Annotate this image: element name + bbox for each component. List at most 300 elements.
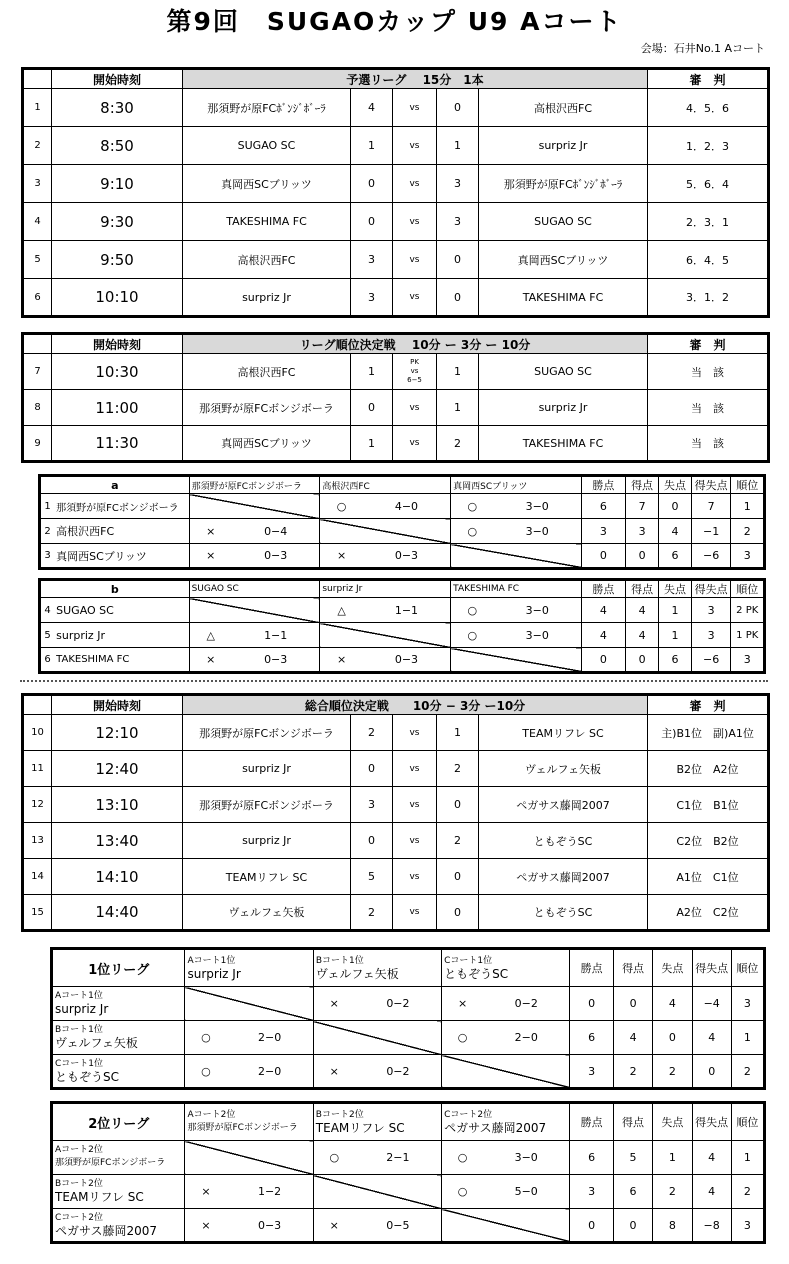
referee: 主)B1位 副)A1位 <box>648 715 769 751</box>
opponent-header <box>442 1103 570 1141</box>
stat-value: 6 <box>613 1175 652 1209</box>
match-row <box>23 127 769 165</box>
start-time: 8:30 <box>52 89 183 127</box>
stat-header: 勝点 <box>570 949 613 987</box>
home-team: 那須野が原FCボンジボーラ <box>183 787 351 823</box>
stat-value: 0 <box>570 1209 613 1243</box>
diagonal-cell <box>313 1175 441 1209</box>
start-time: 14:10 <box>52 859 183 895</box>
stat-value: 3 <box>625 519 658 544</box>
home-score: 3 <box>351 241 393 279</box>
opponent-header: 那須野が原FCボンジボーラ <box>189 476 320 494</box>
away-score: 0 <box>437 895 479 931</box>
stat-header: 得点 <box>625 476 658 494</box>
stat-value: 1 <box>653 1141 692 1175</box>
result-score: 0−2 <box>355 987 442 1021</box>
stat-value: 0 <box>613 1209 652 1243</box>
team-name: SUGAO SC <box>54 598 189 623</box>
team-slot: Bコート2位 <box>55 1179 103 1189</box>
pk-line: 6−5 <box>407 376 422 384</box>
away-team: TAKESHIMA FC <box>479 426 648 462</box>
stat-value: 2 <box>653 1175 692 1209</box>
match-number: 9 <box>23 426 52 462</box>
away-score: 0 <box>437 859 479 895</box>
home-team: 真岡西SCブリッツ <box>183 426 351 462</box>
team-name: surpriz Jr <box>55 1002 109 1016</box>
match-number: 7 <box>23 354 52 390</box>
result-mark: × <box>185 1209 226 1243</box>
vs-label: vs <box>393 390 437 426</box>
standings-row <box>52 1141 765 1175</box>
stat-value: 0 <box>570 987 613 1021</box>
home-team: 真岡西SCブリッツ <box>183 165 351 203</box>
start-time: 11:00 <box>52 390 183 426</box>
away-team: SUGAO SC <box>479 354 648 390</box>
stat-value: 7 <box>625 494 658 519</box>
diagonal-cell <box>313 1021 441 1055</box>
stat-value: 2 <box>653 1055 692 1089</box>
opponent-name: ともぞうSC <box>444 966 509 981</box>
team-name: ヴェルフェ矢板 <box>55 1036 138 1050</box>
vs-label: vs <box>393 859 437 895</box>
stat-value: 0 <box>653 1021 692 1055</box>
match-number: 3 <box>23 165 52 203</box>
away-team: ともぞうSC <box>479 823 648 859</box>
result-mark: ○ <box>442 1021 483 1055</box>
away-score: 2 <box>437 426 479 462</box>
stat-value: 3 <box>691 623 731 648</box>
opponent-name: 那須野が原FCボンジボーラ <box>187 1122 298 1133</box>
match-row <box>23 390 769 426</box>
stat-header: 順位 <box>731 949 764 987</box>
stat-header: 得点 <box>613 1103 652 1141</box>
vs-label: vs <box>393 203 437 241</box>
stat-header: 勝点 <box>581 580 625 598</box>
league2-table <box>50 1101 766 1244</box>
standings-row <box>40 648 765 673</box>
team-number: 3 <box>40 544 55 569</box>
home-score: 2 <box>351 895 393 931</box>
opponent-header: SUGAO SC <box>189 580 320 598</box>
league-label: 1位リーグ <box>52 949 185 987</box>
team-number: 6 <box>40 648 55 673</box>
referee: 2．3．1 <box>648 203 769 241</box>
team-name: ペガサス藤岡2007 <box>55 1223 158 1238</box>
match-number: 14 <box>23 859 52 895</box>
stat-value: 1 <box>731 1141 764 1175</box>
start-time: 9:10 <box>52 165 183 203</box>
away-team: ヴェルフェ矢板 <box>479 751 648 787</box>
result-score: 1−1 <box>363 598 451 623</box>
stat-value: 4 <box>692 1175 731 1209</box>
stat-value: 2 <box>613 1055 652 1089</box>
match-row <box>23 895 769 931</box>
team-cell <box>52 1055 185 1089</box>
result-mark: ○ <box>313 1141 354 1175</box>
start-time: 12:40 <box>52 751 183 787</box>
home-score: 0 <box>351 390 393 426</box>
referee: A2位 C2位 <box>648 895 769 931</box>
team-number: 5 <box>40 623 55 648</box>
result-score: 2−1 <box>355 1141 442 1175</box>
home-score: 4 <box>351 89 393 127</box>
vs-label: vs <box>393 279 437 317</box>
result-score: 2−0 <box>483 1021 570 1055</box>
result-mark: ○ <box>185 1055 226 1089</box>
result-score: 3−0 <box>483 1141 570 1175</box>
result-mark: × <box>189 519 232 544</box>
away-score: 2 <box>437 751 479 787</box>
team-slot: Cコート2位 <box>55 1212 104 1223</box>
diagonal-cell <box>320 623 451 648</box>
result-score: 2−0 <box>226 1021 313 1055</box>
referee: 5．6．4 <box>648 165 769 203</box>
stat-value: 6 <box>581 494 625 519</box>
result-mark: × <box>189 648 232 673</box>
team-name: 高根沢西FC <box>54 519 189 544</box>
away-score: 0 <box>437 787 479 823</box>
match-row <box>23 715 769 751</box>
stat-value: 4 <box>653 987 692 1021</box>
home-score: 3 <box>351 787 393 823</box>
opponent-header: 高根沢西FC <box>320 476 451 494</box>
home-team: 那須野が原FCボンジボーラ <box>183 715 351 751</box>
opponent-header: TAKESHIMA FC <box>451 580 582 598</box>
stat-value: 0 <box>581 648 625 673</box>
home-team: 高根沢西FC <box>183 241 351 279</box>
result-score: 0−2 <box>355 1055 442 1089</box>
referee: 4．5．6 <box>648 89 769 127</box>
result-mark: ○ <box>442 1175 483 1209</box>
header-referee: 審 判 <box>648 69 769 89</box>
home-team: surpriz Jr <box>183 823 351 859</box>
away-team: ペガサス藤岡2007 <box>479 787 648 823</box>
referee: B2位 A2位 <box>648 751 769 787</box>
away-team: surpriz Jr <box>479 127 648 165</box>
away-team: 那須野が原FCﾎﾞﾝｼﾞﾎﾞｰﾗ <box>479 165 648 203</box>
opponent-name: ヴェルフェ矢板 <box>315 966 399 981</box>
start-time: 8:50 <box>52 127 183 165</box>
away-score: 1 <box>437 354 479 390</box>
stat-value: 3 <box>731 544 765 569</box>
result-mark: × <box>313 1055 354 1089</box>
home-score: 0 <box>351 823 393 859</box>
team-cell <box>52 1021 185 1055</box>
stat-header: 得点 <box>625 580 658 598</box>
result-mark: ○ <box>320 494 363 519</box>
vs-label: vs <box>393 127 437 165</box>
stat-value: 0 <box>613 987 652 1021</box>
home-score: 1 <box>351 426 393 462</box>
vs-label: vs <box>393 895 437 931</box>
home-score: 1 <box>351 127 393 165</box>
header-blank <box>23 695 52 715</box>
home-score: 3 <box>351 279 393 317</box>
header-referee: 審 判 <box>648 334 769 354</box>
stat-value: 3 <box>731 987 764 1021</box>
stat-value: 4 <box>625 623 658 648</box>
away-team: TEAMリフレ SC <box>479 715 648 751</box>
result-mark: ○ <box>451 519 494 544</box>
stat-value: 6 <box>570 1021 613 1055</box>
stat-value: 4 <box>692 1141 731 1175</box>
away-team: TAKESHIMA FC <box>479 279 648 317</box>
vs-label: vs <box>393 165 437 203</box>
standings-row <box>40 623 765 648</box>
standings-row <box>52 1021 765 1055</box>
result-mark: × <box>185 1175 226 1209</box>
referee: 6．4．5 <box>648 241 769 279</box>
pk-result <box>393 354 437 390</box>
stat-value: 3 <box>570 1175 613 1209</box>
match-number: 6 <box>23 279 52 317</box>
opponent-header <box>185 1103 313 1141</box>
team-number: 4 <box>40 598 55 623</box>
stat-value: 2 <box>731 1175 764 1209</box>
stat-value: 3 <box>731 1209 764 1243</box>
away-team: 真岡西SCブリッツ <box>479 241 648 279</box>
away-score: 0 <box>437 89 479 127</box>
ranking-table <box>21 332 770 463</box>
team-slot: Cコート1位 <box>55 1058 104 1069</box>
diagonal-cell <box>189 598 320 623</box>
home-score: 1 <box>351 354 393 390</box>
stat-header: 順位 <box>731 1103 764 1141</box>
start-time: 12:10 <box>52 715 183 751</box>
stat-value: −4 <box>692 987 731 1021</box>
start-time: 10:10 <box>52 279 183 317</box>
opponent-name: surpriz Jr <box>187 966 241 981</box>
header-start-time: 開始時刻 <box>52 695 183 715</box>
opponent-slot: Aコート2位 <box>187 1109 236 1120</box>
result-score: 0−3 <box>226 1209 313 1243</box>
match-number: 15 <box>23 895 52 931</box>
opponent-slot: Bコート2位 <box>315 1109 364 1120</box>
away-score: 3 <box>437 203 479 241</box>
stat-value: −6 <box>691 544 731 569</box>
match-row <box>23 279 769 317</box>
home-team: 那須野が原FCﾎﾞﾝｼﾞﾎﾞｰﾗ <box>183 89 351 127</box>
home-team: ヴェルフェ矢板 <box>183 895 351 931</box>
team-slot: Bコート1位 <box>55 1025 103 1035</box>
result-score: 0−3 <box>232 544 320 569</box>
vs-label: vs <box>393 823 437 859</box>
vs-label: vs <box>393 241 437 279</box>
opponent-name: ペガサス藤岡2007 <box>444 1120 547 1135</box>
result-score: 3−0 <box>494 494 582 519</box>
result-mark: × <box>313 1209 354 1243</box>
result-score: 1−1 <box>232 623 320 648</box>
stat-value: 2 <box>731 1055 764 1089</box>
stat-value: 3 <box>581 519 625 544</box>
referee: C1位 B1位 <box>648 787 769 823</box>
group-b-table <box>38 578 766 674</box>
stat-value: 2 PK <box>731 598 765 623</box>
stat-value: 1 <box>659 598 691 623</box>
opponent-header <box>442 949 570 987</box>
stat-value: 1 <box>731 494 765 519</box>
diagonal-cell <box>442 1209 570 1243</box>
stat-value: 1 <box>659 623 691 648</box>
result-mark: × <box>442 987 483 1021</box>
opponent-header <box>185 949 313 987</box>
result-mark: × <box>313 987 354 1021</box>
match-row <box>23 751 769 787</box>
team-name: 真岡西SCブリッツ <box>54 544 189 569</box>
stat-value: 6 <box>659 648 691 673</box>
stat-header: 勝点 <box>581 476 625 494</box>
result-score: 2−0 <box>226 1055 313 1089</box>
away-score: 0 <box>437 279 479 317</box>
stat-value: 4 <box>613 1021 652 1055</box>
home-score: 0 <box>351 203 393 241</box>
result-score: 5−0 <box>483 1175 570 1209</box>
stat-header: 得失点 <box>691 580 731 598</box>
group-label: a <box>40 476 190 494</box>
dotted-separator <box>20 680 768 682</box>
start-time: 14:40 <box>52 895 183 931</box>
start-time: 13:10 <box>52 787 183 823</box>
team-cell <box>52 987 185 1021</box>
result-score: 3−0 <box>494 623 582 648</box>
stat-value: 2 <box>731 519 765 544</box>
team-name: TEAMリフレ SC <box>55 1190 144 1204</box>
team-name: 那須野が原FCボンジボーラ <box>54 494 189 519</box>
header-title: 総合順位決定戦 10分 − 3分 ー10分 <box>183 695 648 715</box>
opponent-slot: Cコート1位 <box>444 955 493 966</box>
home-score: 2 <box>351 715 393 751</box>
team-cell <box>52 1141 185 1175</box>
vs-label: vs <box>393 751 437 787</box>
away-team: surpriz Jr <box>479 390 648 426</box>
stat-value: 6 <box>659 544 691 569</box>
start-time: 9:30 <box>52 203 183 241</box>
stat-value: −1 <box>691 519 731 544</box>
away-score: 1 <box>437 127 479 165</box>
stat-value: 4 <box>659 519 691 544</box>
stat-value: 8 <box>653 1209 692 1243</box>
result-mark: △ <box>320 598 363 623</box>
result-score: 0−5 <box>355 1209 442 1243</box>
result-score: 0−3 <box>232 648 320 673</box>
opponent-header: surpriz Jr <box>320 580 451 598</box>
match-row <box>23 859 769 895</box>
stat-header: 失点 <box>653 1103 692 1141</box>
opponent-header: 真岡西SCブリッツ <box>451 476 582 494</box>
start-time: 10:30 <box>52 354 183 390</box>
result-mark: × <box>320 544 363 569</box>
result-mark: △ <box>189 623 232 648</box>
stat-value: 1 <box>731 1021 764 1055</box>
start-time: 9:50 <box>52 241 183 279</box>
opponent-slot: Aコート1位 <box>187 955 236 966</box>
away-score: 3 <box>437 165 479 203</box>
stat-value: 3 <box>731 648 765 673</box>
standings-row <box>40 494 765 519</box>
group-a-table <box>38 474 766 570</box>
header-start-time: 開始時刻 <box>52 334 183 354</box>
stat-header: 得失点 <box>691 476 731 494</box>
standings-row <box>52 1055 765 1089</box>
diagonal-cell <box>442 1055 570 1089</box>
stat-value: 0 <box>659 494 691 519</box>
match-row <box>23 89 769 127</box>
team-slot: Aコート2位 <box>55 1145 103 1155</box>
diagonal-cell <box>189 494 320 519</box>
stat-value: 0 <box>581 544 625 569</box>
match-row <box>23 354 769 390</box>
result-mark: × <box>320 648 363 673</box>
away-team: ペガサス藤岡2007 <box>479 859 648 895</box>
diagonal-cell <box>451 648 582 673</box>
referee: C2位 B2位 <box>648 823 769 859</box>
stat-value: 4 <box>581 598 625 623</box>
header-title: リーグ順位決定戦 10分 ー 3分 ー 10分 <box>183 334 648 354</box>
opponent-header <box>313 949 441 987</box>
referee: 当 該 <box>648 390 769 426</box>
result-score: 0−2 <box>483 987 570 1021</box>
away-team: ともぞうSC <box>479 895 648 931</box>
match-number: 8 <box>23 390 52 426</box>
result-score: 0−3 <box>363 544 451 569</box>
stat-header: 得失点 <box>692 949 731 987</box>
stat-header: 失点 <box>659 580 691 598</box>
stat-header: 順位 <box>731 580 765 598</box>
result-score: 3−0 <box>494 519 582 544</box>
result-mark: ○ <box>185 1021 226 1055</box>
venue-label: 会場：石井No.1 Aコート <box>640 42 765 55</box>
match-number: 10 <box>23 715 52 751</box>
referee: 1．2．3 <box>648 127 769 165</box>
vs-label: vs <box>393 787 437 823</box>
match-number: 13 <box>23 823 52 859</box>
stat-header: 失点 <box>659 476 691 494</box>
league-label: 2位リーグ <box>52 1103 185 1141</box>
match-row <box>23 165 769 203</box>
diagonal-cell <box>185 987 313 1021</box>
opponent-slot: Cコート2位 <box>444 1109 493 1120</box>
result-mark: × <box>189 544 232 569</box>
page-title: 第9回 SUGAOカップ U9 Aコート <box>166 7 623 36</box>
stat-value: 3 <box>691 598 731 623</box>
team-name: ともぞうSC <box>55 1069 119 1084</box>
header-title: 予選リーグ 15分 1本 <box>183 69 648 89</box>
away-team: 高根沢西FC <box>479 89 648 127</box>
stat-value: 0 <box>625 544 658 569</box>
stat-value: 0 <box>625 648 658 673</box>
opponent-header <box>313 1103 441 1141</box>
match-row <box>23 426 769 462</box>
standings-row <box>40 519 765 544</box>
pk-line: PK <box>410 358 419 366</box>
match-number: 4 <box>23 203 52 241</box>
away-team: SUGAO SC <box>479 203 648 241</box>
stat-header: 得点 <box>613 949 652 987</box>
match-row <box>23 203 769 241</box>
stat-header: 失点 <box>653 949 692 987</box>
home-score: 5 <box>351 859 393 895</box>
diagonal-cell <box>451 544 582 569</box>
opponent-slot: Bコート1位 <box>315 955 364 966</box>
home-team: 那須野が原FCボンジボーラ <box>183 390 351 426</box>
stat-value: −6 <box>691 648 731 673</box>
diagonal-cell <box>320 519 451 544</box>
pk-line: vs <box>410 367 419 375</box>
team-name: 那須野が原FCボンジボーラ <box>55 1158 166 1168</box>
match-number: 11 <box>23 751 52 787</box>
home-team: surpriz Jr <box>183 279 351 317</box>
standings-row <box>40 544 765 569</box>
